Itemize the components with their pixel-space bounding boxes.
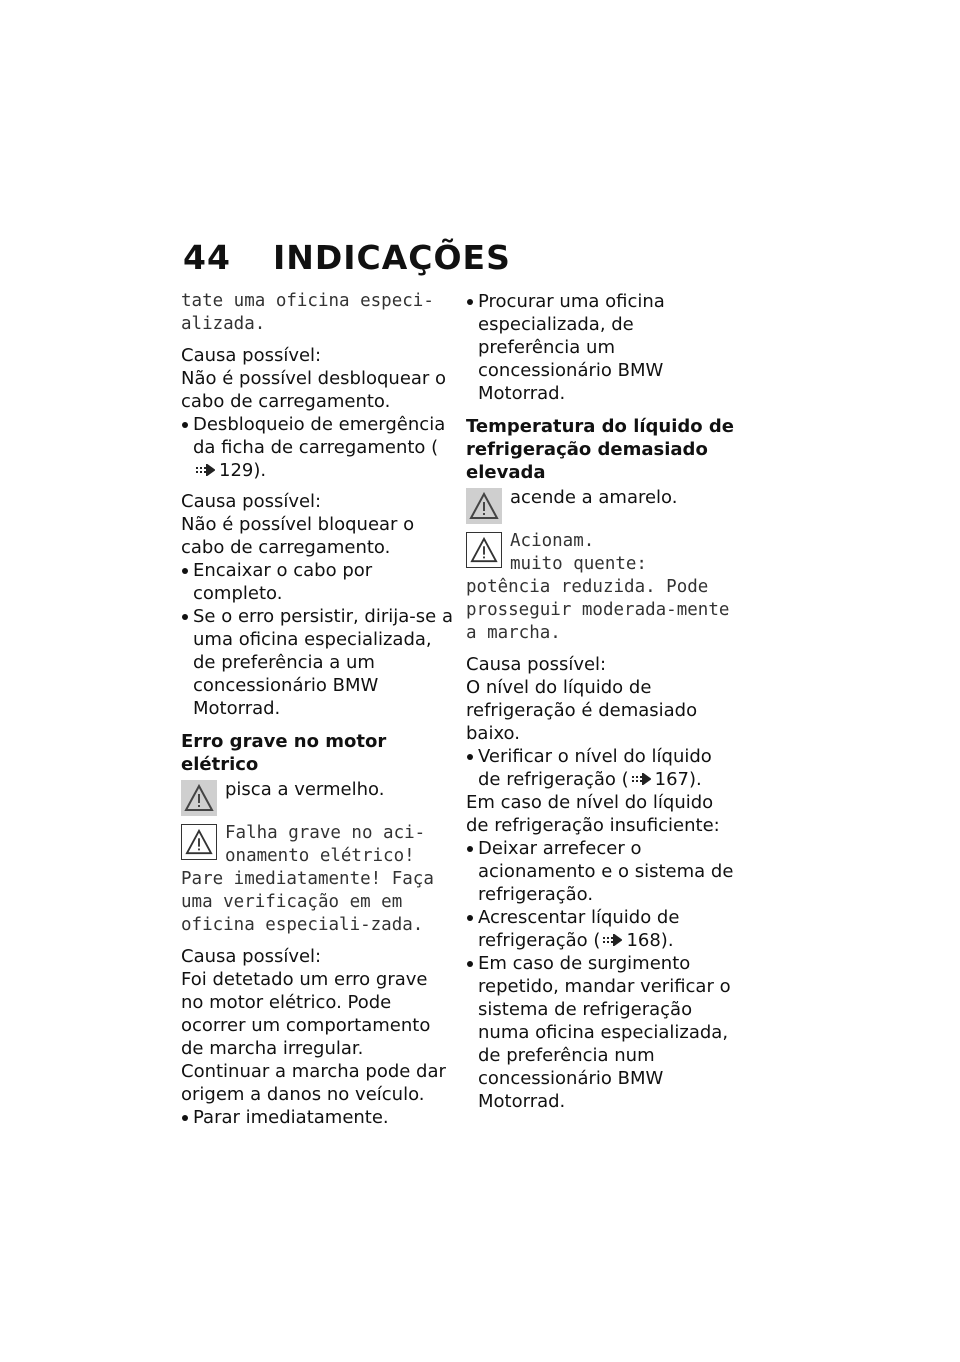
warning-triangle-outline-icon [466, 532, 502, 568]
page-reference-arrow-icon [631, 773, 651, 785]
section-heading: Temperatura do líquido de refrigeração demasiado elevada [466, 416, 735, 483]
display-text-line: onamento elétrico! [225, 846, 415, 866]
display-text-line: muito quente: [510, 554, 647, 574]
action-bullet: Procurar uma oficina especializada, de preferência um concessionário BMW Motorrad. [466, 290, 738, 405]
display-row [181, 822, 453, 868]
action-bullet: Deixar arrefecer o acionamento e o sistema de refrigeração. [466, 837, 738, 906]
cause-label: Causa possível: [181, 345, 322, 366]
page-reference: 129). [219, 460, 267, 481]
cause-text: O nível do líquido de refrigeração é demasiado baixo. [466, 677, 698, 744]
display-text: Pare imediatamente! Faça uma verificação em em oficina especiali-zada. [181, 869, 434, 935]
page-reference-arrow-icon [195, 464, 215, 476]
display-text-continued: tate uma oficina especi-alizada. [181, 291, 434, 334]
display-text-line: Falha grave no aci- [225, 823, 426, 843]
section-heading: Erro grave no motor elétrico [181, 731, 387, 775]
cause-text: Foi detetado um erro grave no motor elétrico. Pode ocorrer um comportamento de marcha irregular. Continuar a marcha pode dar origem a danos no veículo. [181, 969, 446, 1105]
action-bullet: Desbloqueio de emergência da ficha de carregamento (129). [181, 413, 453, 482]
warning-triangle-outline-icon [181, 824, 217, 860]
page-reference: 167). [654, 769, 702, 790]
left-column [181, 290, 453, 1129]
display-text-line: Acionam. [510, 531, 595, 551]
warning-triangle-icon [466, 488, 502, 524]
indicator-description: pisca a vermelho. [225, 779, 385, 800]
cause-text: Não é possível desbloquear o cabo de carregamento. [181, 368, 447, 412]
action-bullet: Acrescentar líquido de refrigeração ( 168). [466, 906, 738, 952]
cause-label: Causa possível: [466, 654, 607, 675]
indicator-row [181, 778, 453, 816]
section-title: INDICAÇÕES [272, 238, 511, 277]
action-bullet: Verificar o nível do líquido de refrigeração ( 167). [466, 745, 738, 791]
cause-text: Não é possível bloquear o cabo de carregamento. [181, 514, 415, 558]
display-row [466, 530, 738, 576]
condition-text: Em caso de nível do líquido de refrigeração insuficiente: [466, 792, 720, 836]
action-bullet: Em caso de surgimento repetido, mandar verificar o sistema de refrigeração numa oficina especializada, de preferência num concessionário BMW Motorrad. [466, 952, 738, 1113]
page-reference-arrow-icon [602, 934, 622, 946]
indicator-description: acende a amarelo. [510, 487, 678, 508]
action-bullet: Parar imediatamente. [181, 1106, 453, 1129]
action-bullet: Encaixar o cabo por completo. [181, 559, 453, 605]
warning-triangle-icon [181, 780, 217, 816]
cause-label: Causa possível: [181, 491, 322, 512]
right-column [466, 290, 738, 1113]
page-number: 44 [183, 238, 231, 277]
cause-label: Causa possível: [181, 946, 322, 967]
page-reference: 168). [626, 930, 674, 951]
action-bullet: Se o erro persistir, dirija-se a uma oficina especializada, de preferência a um concessionário BMW Motorrad. [181, 605, 453, 720]
indicator-row [466, 486, 738, 524]
page-header [183, 238, 511, 277]
display-text: potência reduzida. Pode prosseguir moderada-mente a marcha. [466, 577, 730, 643]
